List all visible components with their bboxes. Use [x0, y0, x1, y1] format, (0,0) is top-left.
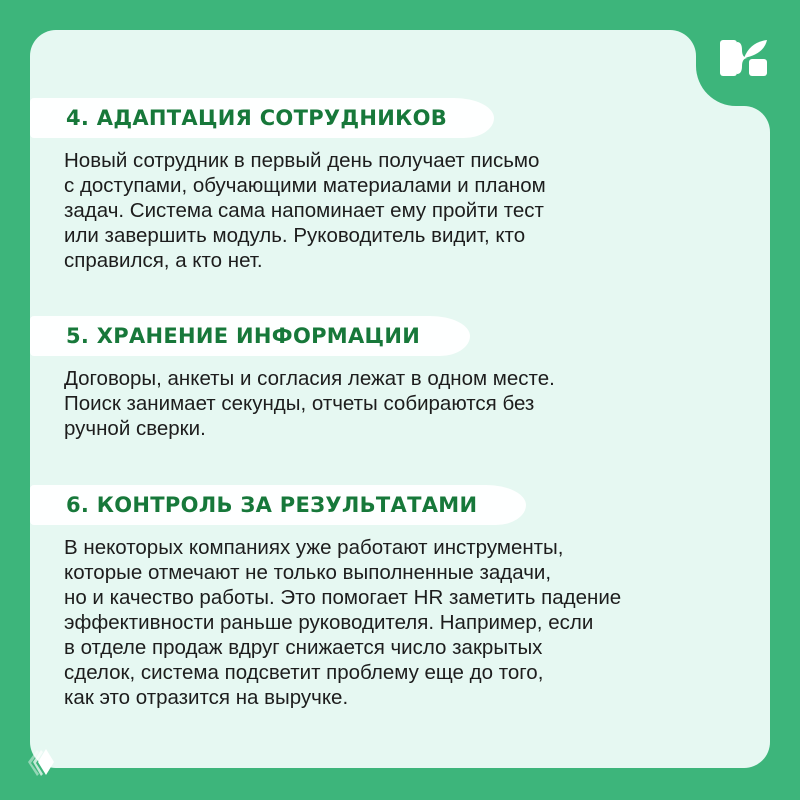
- body-line: эффективности раньше руководителя. Например, если: [64, 611, 594, 634]
- heading-highlight: [0, 94, 494, 142]
- body-line: Новый сотрудник в первый день получает письмо: [64, 149, 540, 172]
- body-line: но и качество работы. Это помогает HR заметить падение: [64, 586, 622, 609]
- body-line: сделок, система подсветит проблему еще до того,: [64, 661, 544, 684]
- notch-corner: [666, 30, 696, 60]
- body-line: В некоторых компаниях уже работают инструменты,: [64, 536, 564, 559]
- section-employee-adaptation: [0, 94, 800, 273]
- body-line: Договоры, анкеты и согласия лежат в одном месте.: [64, 367, 555, 390]
- section-body: [64, 366, 744, 441]
- body-line: или завершить модуль. Руководитель видит, кто: [64, 224, 526, 247]
- body-line: как это отразится на выручке.: [64, 686, 349, 709]
- body-line: Поиск занимает секунды, отчеты собираются без: [64, 392, 535, 415]
- section-heading: 4. АДАПТАЦИЯ СОТРУДНИКОВ: [66, 106, 448, 130]
- section-body: [64, 148, 744, 273]
- body-line: ручной сверки.: [64, 417, 206, 440]
- section-body: [64, 535, 744, 710]
- layered-diamond-logo-icon: [24, 744, 56, 778]
- heading-highlight: [0, 312, 470, 360]
- section-information-storage: [0, 312, 800, 441]
- body-line: задач. Система сама напоминает ему пройти тест: [64, 199, 544, 222]
- section-heading: 5. ХРАНЕНИЕ ИНФОРМАЦИИ: [66, 324, 421, 348]
- heading-highlight: [0, 481, 526, 529]
- body-line: с доступами, обучающими материалами и планом: [64, 174, 546, 197]
- brand-k-leaf-logo-icon: [720, 38, 768, 78]
- body-line: в отделе продаж вдруг снижается число закрытых: [64, 636, 543, 659]
- body-line: которые отмечают не только выполненные задачи,: [64, 561, 552, 584]
- section-heading: 6. КОНТРОЛЬ ЗА РЕЗУЛЬТАТАМИ: [66, 493, 478, 517]
- section-results-control: [0, 481, 800, 710]
- body-line: справился, а кто нет.: [64, 249, 263, 272]
